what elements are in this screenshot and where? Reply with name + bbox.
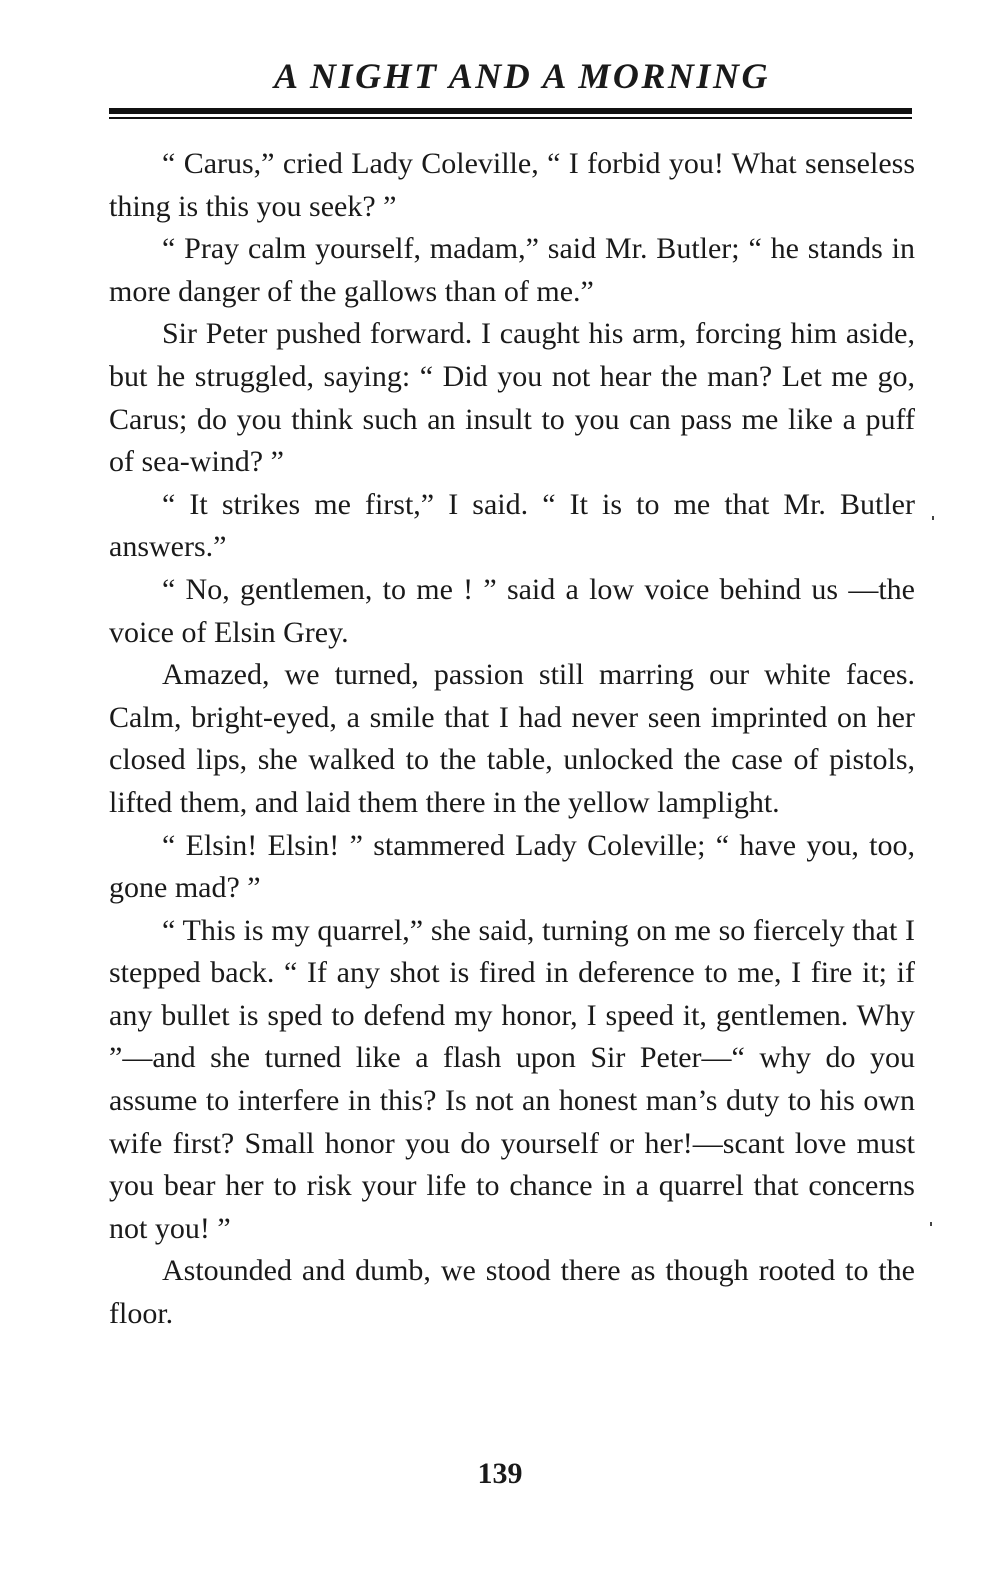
- paragraph-9: Astounded and dumb, we stood there as though rooted to the floor.: [109, 1254, 915, 1331]
- paragraph-2: “ Pray calm yourself, madam,” said Mr. Butler; “ he stands in more danger of the gallows than of me.”: [109, 232, 915, 308]
- page-number: 139: [477, 1457, 523, 1490]
- paragraph-4: “ It strikes me first,” I said. “ It is to me that Mr. Butler answers.”: [109, 487, 915, 564]
- print-speck: [932, 516, 934, 520]
- print-speck: [930, 1222, 932, 1226]
- header-rule-thin: [109, 117, 912, 119]
- paragraph-5: “ No, gentlemen, to me ! ” said a low voice behind us —the voice of Elsin Grey.: [109, 572, 915, 649]
- paragraph-6: Amazed, we turned, passion still marring our white faces. Calm, bright-eyed, a smile that I had never seen imprinted on her closed lips, she walked to the table, unlocked the case of pistols, lifted them, and laid them there in the yellow lamplight.: [109, 658, 915, 819]
- paragraph-3: Sir Peter pushed forward. I caught his arm, forcing him aside, but he struggled, saying: “ Did you not hear the man? Let me go, Carus; do you think such an insult to you can pass me like a puff of sea-wind? ”: [109, 317, 915, 479]
- paragraph-1: “ Carus,” cried Lady Coleville, “ I forbid you! What senseless thing is this you seek? ”: [109, 147, 915, 223]
- body-text: [109, 143, 915, 1336]
- paragraph-8: “ This is my quarrel,” she said, turning on me so fiercely that I stepped back. “ If any shot is fired in deference to me, I fire it; if any bullet is sped to defend my honor, I speed it, gentlemen. Why ”—and she turned like a flash upon Sir Peter—“ why do you assume to interfere in this? Is not an honest man’s duty to his own wife first? Small honor you do yourself or her!—scant love must you bear her to risk your life to chance in a quarrel that concerns not you! ”: [109, 913, 915, 1245]
- header-rule-thick: [109, 108, 912, 114]
- paragraph-7: “ Elsin! Elsin! ” stammered Lady Coleville; “ have you, too, gone mad? ”: [109, 828, 915, 905]
- book-page: [109, 52, 915, 1336]
- running-title: A NIGHT AND A MORNING: [274, 56, 770, 96]
